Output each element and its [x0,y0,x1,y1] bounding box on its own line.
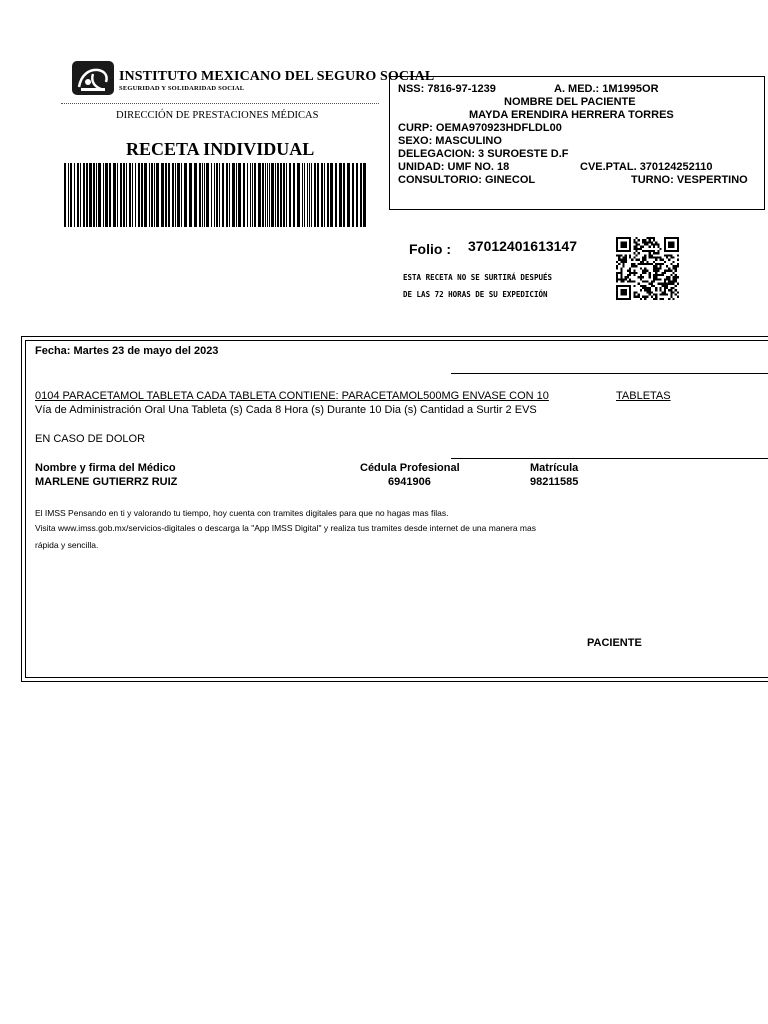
expiry-note-line2: DE LAS 72 HORAS DE SU EXPEDICIÓN [403,290,548,299]
document-title: RECETA INDIVIDUAL [126,139,315,159]
institution-name: INSTITUTO MEXICANO DEL SEGURO SOCIAL [119,69,435,84]
digital-message-line3: rápida y sencilla. [35,540,99,550]
folio-number: 37012401613147 [468,238,578,254]
doctor-label: Nombre y firma del Médico [35,462,176,474]
institution-tagline: SEGURIDAD Y SOLIDARIDAD SOCIAL [119,85,245,92]
doctor-name: MARLENE GUTIERRZ RUIZ [35,476,178,488]
administration-instructions: Vía de Administración Oral Una Tableta (s) Cada 8 Hora (s) Durante 10 Dia (s) Cantidad a Surtir 2 EVS [35,404,537,416]
qr-code [614,237,681,300]
patient-name-label: NOMBRE DEL PACIENTE [504,96,636,108]
indication: EN CASO DE DOLOR [35,433,146,445]
a-med: A. MED.: 1M1995OR [554,83,659,95]
unidad: UNIDAD: UMF NO. 18 [398,161,510,173]
digital-message-line2: Visita www.imss.gob.mx/servicios-digitales o descarga la "App IMSS Digital" y realiza tus tramites desde internet de una manera mas [35,523,536,533]
medicine-description: 0104 PARACETAMOL TABLETA CADA TABLETA CONTIENE: PARACETAMOL500MG ENVASE CON 10 [35,390,549,402]
patient-info-box [389,76,765,210]
medicine-unit: TABLETAS [616,390,671,402]
matricula-value: 98211585 [530,476,579,488]
patient-name: MAYDA ERENDIRA HERRERA TORRES [469,109,674,121]
top-rule [451,373,768,374]
sexo: SEXO: MASCULINO [398,135,502,147]
digital-message-line1: El IMSS Pensando en ti y valorando tu tiempo, hoy cuenta con tramites digitales para que no hagas mas filas. [35,508,449,518]
cedula-label: Cédula Profesional [360,462,460,474]
turno: TURNO: VESPERTINO [631,174,748,186]
imss-logo [71,60,115,96]
cve-ptal: CVE.PTAL. 370124252110 [580,161,713,173]
expiry-note-line1: ESTA RECETA NO SE SURTIRÁ DESPUÉS [403,273,553,282]
delegacion: DELEGACION: 3 SUROESTE D.F [398,148,569,160]
folio-label: Folio : [409,241,451,257]
signature-rule [451,458,768,459]
barcode [64,163,368,227]
prescription-date: Fecha: Martes 23 de mayo del 2023 [35,345,219,357]
matricula-label: Matrícula [530,462,579,474]
patient-signature-label: PACIENTE [587,637,642,649]
cedula-value: 6941906 [388,476,431,488]
nss: NSS: 7816-97-1239 [398,83,496,95]
direction-label: DIRECCIÓN DE PRESTACIONES MÉDICAS [116,110,319,121]
header-divider [61,103,379,104]
consultorio: CONSULTORIO: GINECOL [398,174,536,186]
curp: CURP: OEMA970923HDFLDL00 [398,122,562,134]
